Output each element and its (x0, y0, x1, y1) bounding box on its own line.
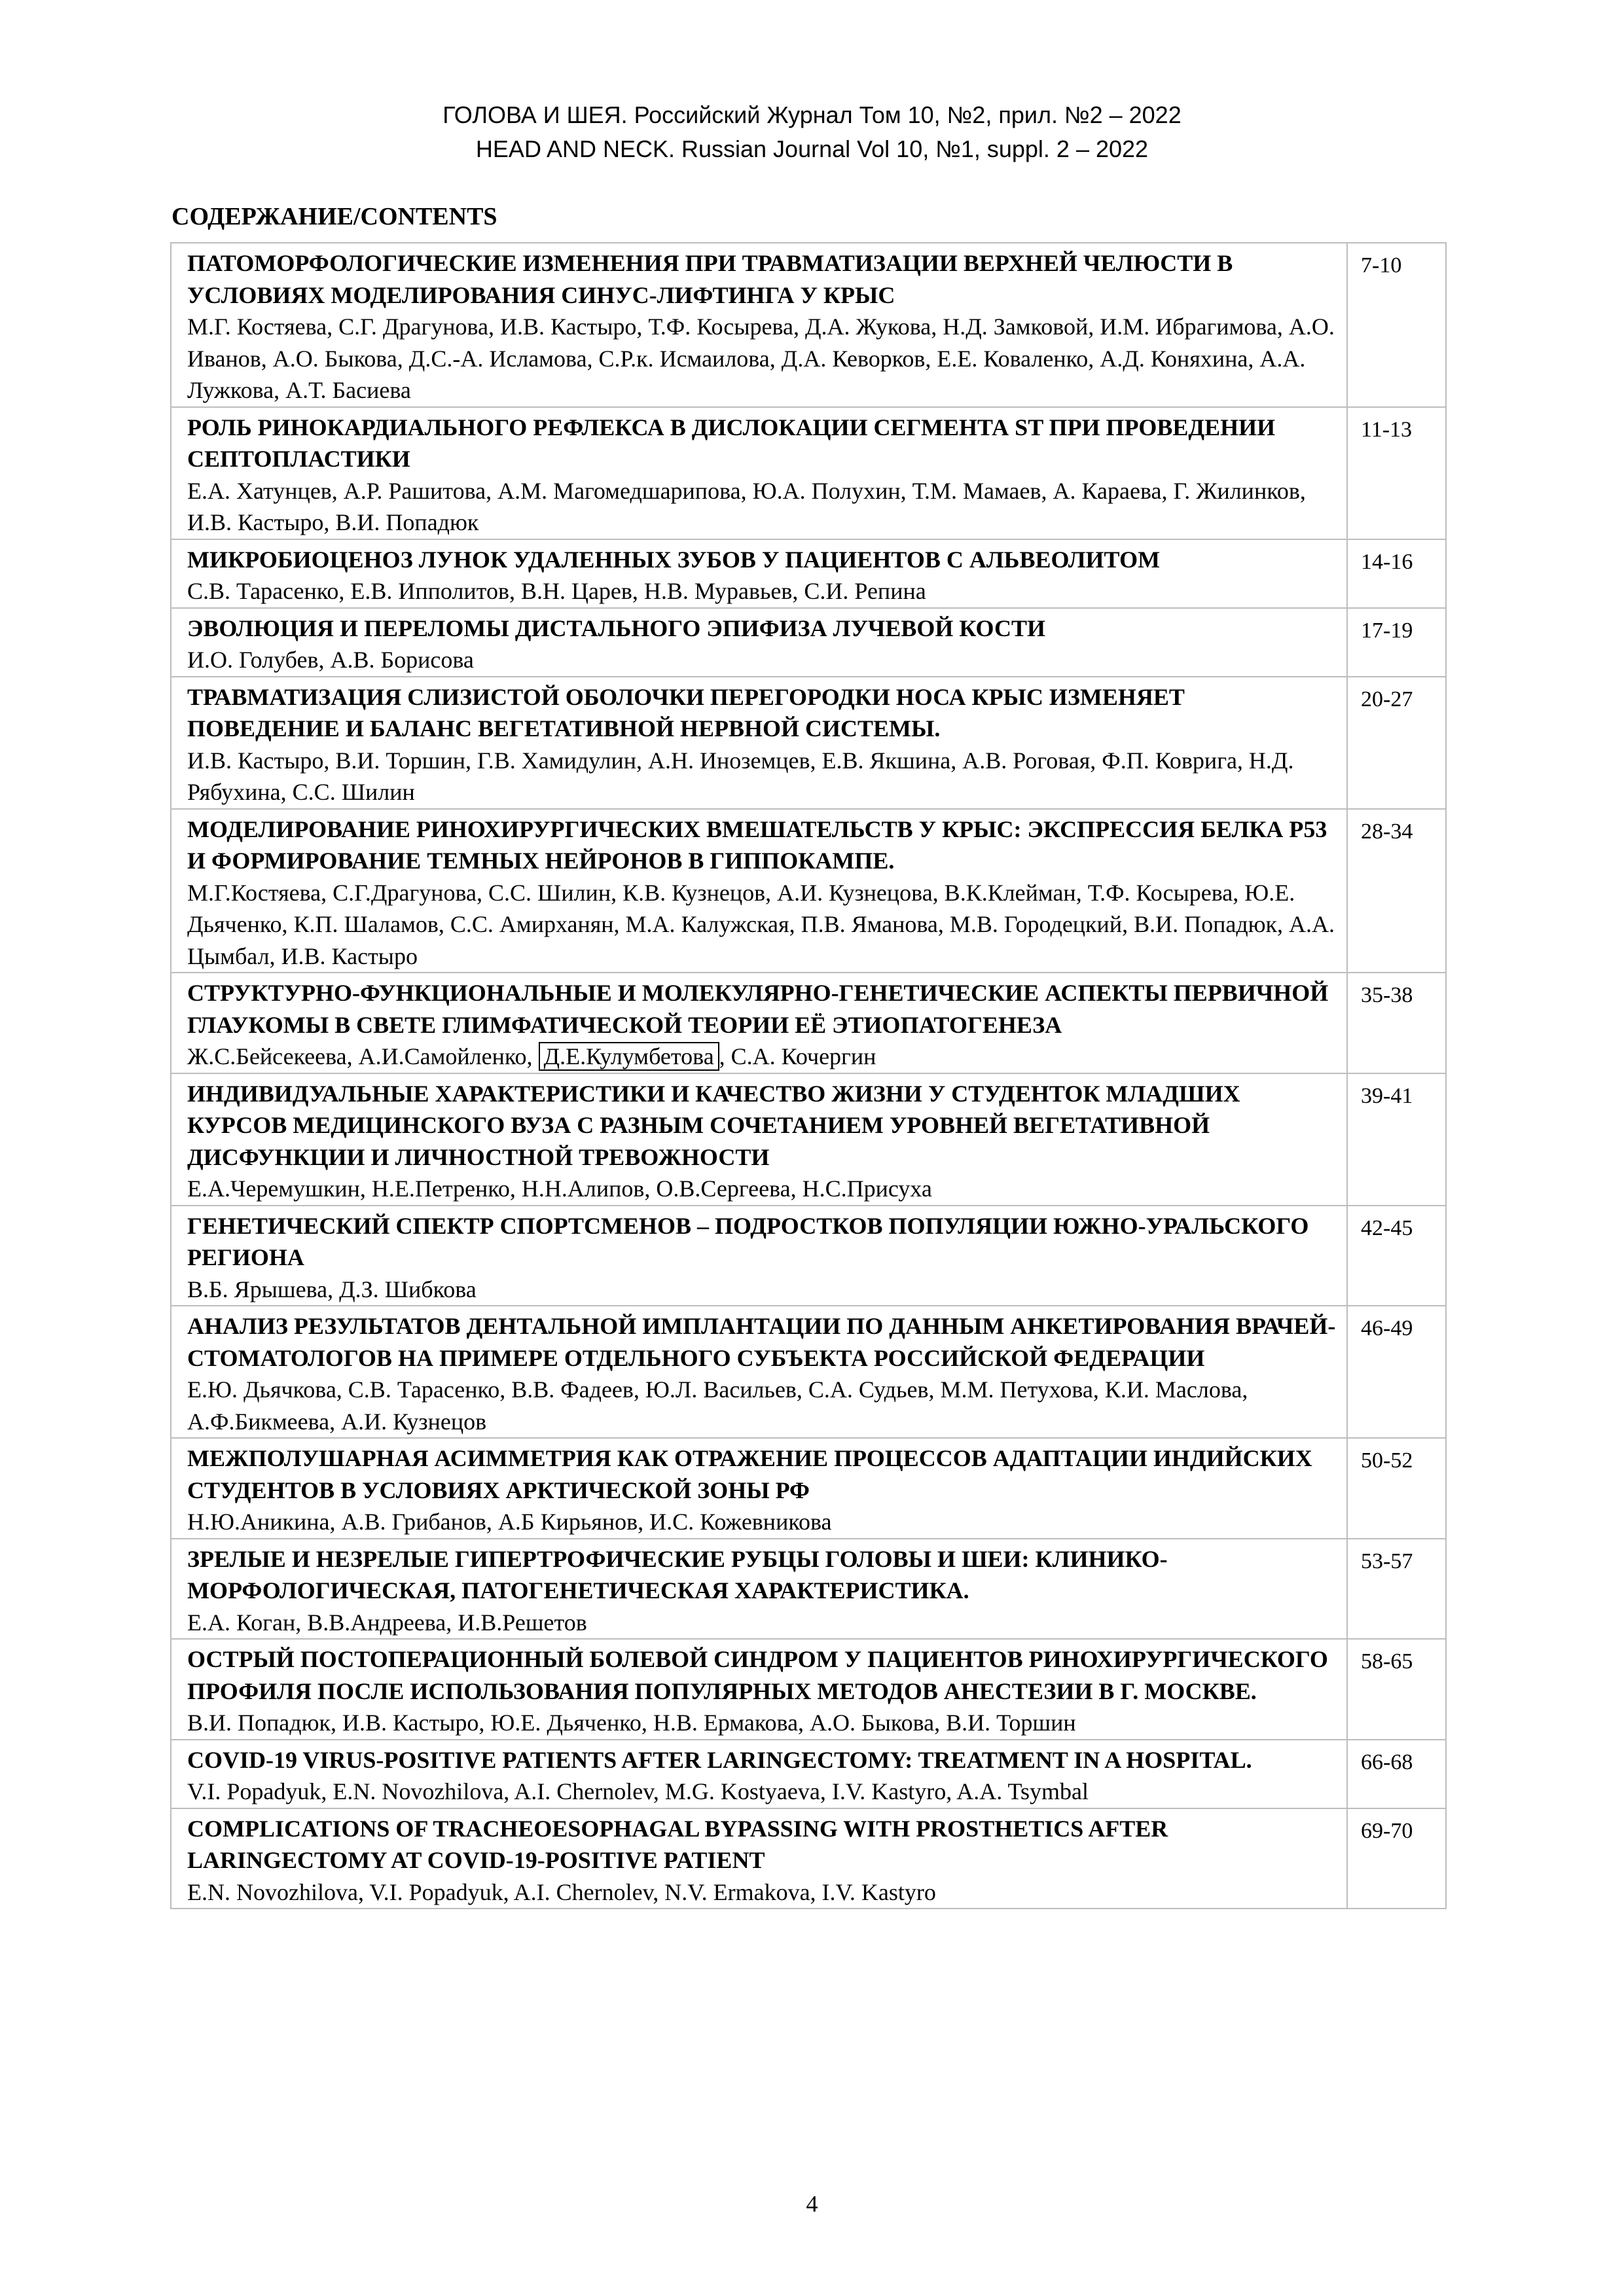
toc-row (171, 407, 1446, 539)
toc-row (171, 1206, 1446, 1306)
article-title: ПАТОМОРФОЛОГИЧЕСКИЕ ИЗМЕНЕНИЯ ПРИ ТРАВМАТИЗАЦИИ ВЕРХНЕЙ ЧЕЛЮСТИ В УСЛОВИЯХ МОДЕЛИРОВАНИЯ СИНУС-ЛИФТИНГА У КРЫС (187, 250, 1233, 308)
page-number: 4 (806, 2191, 818, 2217)
article-title: ТРАВМАТИЗАЦИЯ СЛИЗИСТОЙ ОБОЛОЧКИ ПЕРЕГОРОДКИ НОСА КРЫС ИЗМЕНЯЕТ ПОВЕДЕНИЕ И БАЛАНС ВЕГЕТАТИВНОЙ НЕРВНОЙ СИСТЕМЫ. (187, 683, 1185, 742)
article-title: АНАЛИЗ РЕЗУЛЬТАТОВ ДЕНТАЛЬНОЙ ИМПЛАНТАЦИИ ПО ДАННЫМ АНКЕТИРОВАНИЯ ВРАЧЕЙ-СТОМАТОЛОГОВ НА ПРИМЕРЕ ОТДЕЛЬНОГО СУБЪЕКТА РОССИЙСКОЙ ФЕДЕРАЦИИ (187, 1313, 1336, 1371)
toc-row (171, 539, 1446, 608)
toc-entry (171, 1539, 1347, 1640)
toc-row (171, 809, 1446, 973)
journal-title-en: HEAD AND NECK. Russian Journal Vol 10, №1, suppl. 2 – 2022 (475, 135, 1149, 162)
article-title: ИНДИВИДУАЛЬНЫЕ ХАРАКТЕРИСТИКИ И КАЧЕСТВО ЖИЗНИ У СТУДЕНТОК МЛАДШИХ КУРСОВ МЕДИЦИНСКОГО ВУЗА С РАЗНЫМ СОЧЕТАНИЕМ УРОВНЕЙ ВЕГЕТАТИВНОЙ ДИСФУНКЦИИ И ЛИЧНОСТНОЙ ТРЕВОЖНОСТИ (187, 1080, 1240, 1170)
article-title: РОЛЬ РИНОКАРДИАЛЬНОГО РЕФЛЕКСА В ДИСЛОКАЦИИ СЕГМЕНТА ST ПРИ ПРОВЕДЕНИИ СЕПТОПЛАСТИКИ (187, 414, 1276, 472)
toc-row (171, 1438, 1446, 1539)
article-title: СТРУКТУРНО-ФУНКЦИОНАЛЬНЫЕ И МОЛЕКУЛЯРНО-ГЕНЕТИЧЕСКИЕ АСПЕКТЫ ПЕРВИЧНОЙ ГЛАУКОМЫ В СВЕТЕ ГЛИМФАТИЧЕСКОЙ ТЕОРИИ ЕЁ ЭТИОПАТОГЕНЕЗА (187, 980, 1329, 1038)
article-authors: И.В. Кастыро, В.И. Торшин, Г.В. Хамидулин, А.Н. Иноземцев, Е.В. Якшина, А.В. Роговая, Ф.П. Коврига, Н.Д. Рябухина, С.С. Шилин (187, 747, 1294, 805)
authors-text: Ж.С.Бейсекеева, А.И.Самойленко, (187, 1043, 539, 1069)
page-range: 11-13 (1347, 407, 1446, 539)
article-authors: В.И. Попадюк, И.В. Кастыро, Ю.Е. Дьяченко, Н.В. Ермакова, А.О. Быкова, В.И. Торшин (187, 1710, 1076, 1736)
article-authors: Е.А.Черемушкин, Н.Е.Петренко, Н.Н.Алипов, О.В.Сергеева, Н.С.Присуха (187, 1175, 932, 1202)
page-range: 20-27 (1347, 677, 1446, 809)
page-range: 66-68 (1347, 1740, 1446, 1808)
page-range: 69-70 (1347, 1808, 1446, 1909)
toc-entry (171, 608, 1347, 677)
article-title: COVID-19 VIRUS-POSITIVE PATIENTS AFTER LARINGECTOMY: TREATMENT IN A HOSPITAL. (187, 1746, 1252, 1773)
article-authors: Е.Ю. Дьячкова, С.В. Тарасенко, В.В. Фадеев, Ю.Л. Васильев, С.А. Судьев, М.М. Петухова, К.И. Маслова, А.Ф.Бикмеева, А.И. Кузнецов (187, 1376, 1248, 1435)
toc-entry (171, 1306, 1347, 1438)
contents-heading: СОДЕРЖАНИЕ/CONTENTS (171, 203, 497, 230)
page-range: 58-65 (1347, 1639, 1446, 1740)
toc-entry (171, 243, 1347, 407)
page-range: 50-52 (1347, 1438, 1446, 1539)
toc-entry (171, 973, 1347, 1073)
toc-entry (171, 1639, 1347, 1740)
page-range: 39-41 (1347, 1073, 1446, 1206)
toc-row (171, 1639, 1446, 1740)
page-range: 53-57 (1347, 1539, 1446, 1640)
article-title: ГЕНЕТИЧЕСКИЙ СПЕКТР СПОРТСМЕНОВ – ПОДРОСТКОВ ПОПУЛЯЦИИ ЮЖНО-УРАЛЬСКОГО РЕГИОНА (187, 1212, 1309, 1270)
article-authors: С.В. Тарасенко, Е.В. Ипполитов, В.Н. Царев, Н.В. Муравьев, С.И. Репина (187, 578, 926, 604)
toc-row (171, 1073, 1446, 1206)
article-title: ЗРЕЛЫЕ И НЕЗРЕЛЫЕ ГИПЕРТРОФИЧЕСКИЕ РУБЦЫ ГОЛОВЫ И ШЕИ: КЛИНИКО-МОРФОЛОГИЧЕСКАЯ, ПАТОГЕНЕТИЧЕСКАЯ ХАРАКТЕРИСТИКА. (187, 1545, 1168, 1604)
article-title: МИКРОБИОЦЕНОЗ ЛУНОК УДАЛЕННЫХ ЗУБОВ У ПАЦИЕНТОВ С АЛЬВЕОЛИТОМ (187, 546, 1161, 573)
toc-row (171, 1306, 1446, 1438)
article-title: МОДЕЛИРОВАНИЕ РИНОХИРУРГИЧЕСКИХ ВМЕШАТЕЛЬСТВ У КРЫС: ЭКСПРЕССИЯ БЕЛКА P53 И ФОРМИРОВАНИЕ ТЕМНЫХ НЕЙРОНОВ В ГИППОКАМПЕ. (187, 816, 1327, 874)
toc-entry (171, 407, 1347, 539)
toc-row (171, 1740, 1446, 1808)
toc-entry (171, 1740, 1347, 1808)
toc-entry (171, 1206, 1347, 1306)
toc-row (171, 1539, 1446, 1640)
article-authors: М.Г. Костяева, С.Г. Драгунова, И.В. Кастыро, Т.Ф. Косырева, Д.А. Жукова, Н.Д. Замковой, И.М. Ибрагимова, А.О. Иванов, А.О. Быкова, Д.С.-А. Исламова, С.Р.к. Исмаилова, Д.А. Кеворков, Е.Е. Коваленко, А.Д. Коняхина, А.А. Лужкова, А.Т. Басиева (187, 314, 1335, 403)
page-range: 28-34 (1347, 809, 1446, 973)
article-authors: В.Б. Ярышева, Д.З. Шибкова (187, 1276, 477, 1302)
toc-row (171, 677, 1446, 809)
toc-row (171, 973, 1446, 1073)
page-range: 35-38 (1347, 973, 1446, 1073)
page-range: 7-10 (1347, 243, 1446, 407)
article-authors: Е.А. Коган, В.В.Андреева, И.В.Решетов (187, 1609, 587, 1636)
article-authors (187, 1041, 1337, 1073)
page-range: 14-16 (1347, 539, 1446, 608)
toc-row (171, 243, 1446, 407)
article-authors: Е.А. Хатунцев, А.Р. Рашитова, А.М. Магомедшарипова, Ю.А. Полухин, Т.М. Мамаев, А. Караева, Г. Жилинков, И.В. Кастыро, В.И. Попадюк (187, 477, 1306, 535)
toc-entry (171, 539, 1347, 608)
page-range: 17-19 (1347, 608, 1446, 677)
toc-row (171, 608, 1446, 677)
running-header (0, 98, 1624, 166)
toc-entry (171, 1073, 1347, 1206)
toc-entry (171, 809, 1347, 973)
toc-entry (171, 1438, 1347, 1539)
boxed-author-name: Д.Е.Кулумбетова (539, 1042, 719, 1071)
article-authors: V.I. Popadyuk, E.N. Novozhilova, A.I. Chernolev, M.G. Kostyaeva, I.V. Kastyro, A.A. Tsymbal (187, 1778, 1089, 1804)
article-authors: Н.Ю.Аникина, А.В. Грибанов, А.Б Кирьянов, И.С. Кожевникова (187, 1509, 832, 1535)
page-range: 42-45 (1347, 1206, 1446, 1306)
authors-text: , С.А. Кочергин (719, 1043, 876, 1069)
page-range: 46-49 (1347, 1306, 1446, 1438)
toc-entry (171, 677, 1347, 809)
article-title: МЕЖПОЛУШАРНАЯ АСИММЕТРИЯ КАК ОТРАЖЕНИЕ ПРОЦЕССОВ АДАПТАЦИИ ИНДИЙСКИХ СТУДЕНТОВ В УСЛОВИЯХ АРКТИЧЕСКОЙ ЗОНЫ РФ (187, 1445, 1312, 1503)
article-authors: И.О. Голубев, А.В. Борисова (187, 647, 474, 673)
article-authors: E.N. Novozhilova, V.I. Popadyuk, A.I. Chernolev, N.V. Ermakova, I.V. Kastyro (187, 1878, 936, 1905)
contents-table (170, 242, 1447, 1909)
article-authors: М.Г.Костяева, С.Г.Драгунова, С.С. Шилин, К.В. Кузнецов, А.И. Кузнецова, В.К.Клейман, Т.Ф. Косырева, Ю.Е. Дьяченко, К.П. Шаламов, С.С. Амирханян, М.А. Калужская, П.В. Яманова, М.В. Городецкий, В.И. Попадюк, А.А. Цымбал, И.В. Кастыро (187, 879, 1335, 969)
article-title: COMPLICATIONS OF TRACHEOESOPHAGAL BYPASSING WITH PROSTHETICS AFTER LARINGECTOMY AT COVID-19-POSITIVE PATIENT (187, 1815, 1168, 1873)
article-title: ОСТРЫЙ ПОСТОПЕРАЦИОННЫЙ БОЛЕВОЙ СИНДРОМ У ПАЦИЕНТОВ РИНОХИРУРГИЧЕСКОГО ПРОФИЛЯ ПОСЛЕ ИСПОЛЬЗОВАНИЯ ПОПУЛЯРНЫХ МЕТОДОВ АНЕСТЕЗИИ В Г. МОСКВЕ. (187, 1646, 1328, 1704)
toc-entry (171, 1808, 1347, 1909)
journal-title-ru: ГОЛОВА И ШЕЯ. Российский Журнал Том 10, №2, прил. №2 – 2022 (442, 101, 1182, 128)
article-title: ЭВОЛЮЦИЯ И ПЕРЕЛОМЫ ДИСТАЛЬНОГО ЭПИФИЗА ЛУЧЕВОЙ КОСТИ (187, 615, 1046, 641)
toc-row (171, 1808, 1446, 1909)
